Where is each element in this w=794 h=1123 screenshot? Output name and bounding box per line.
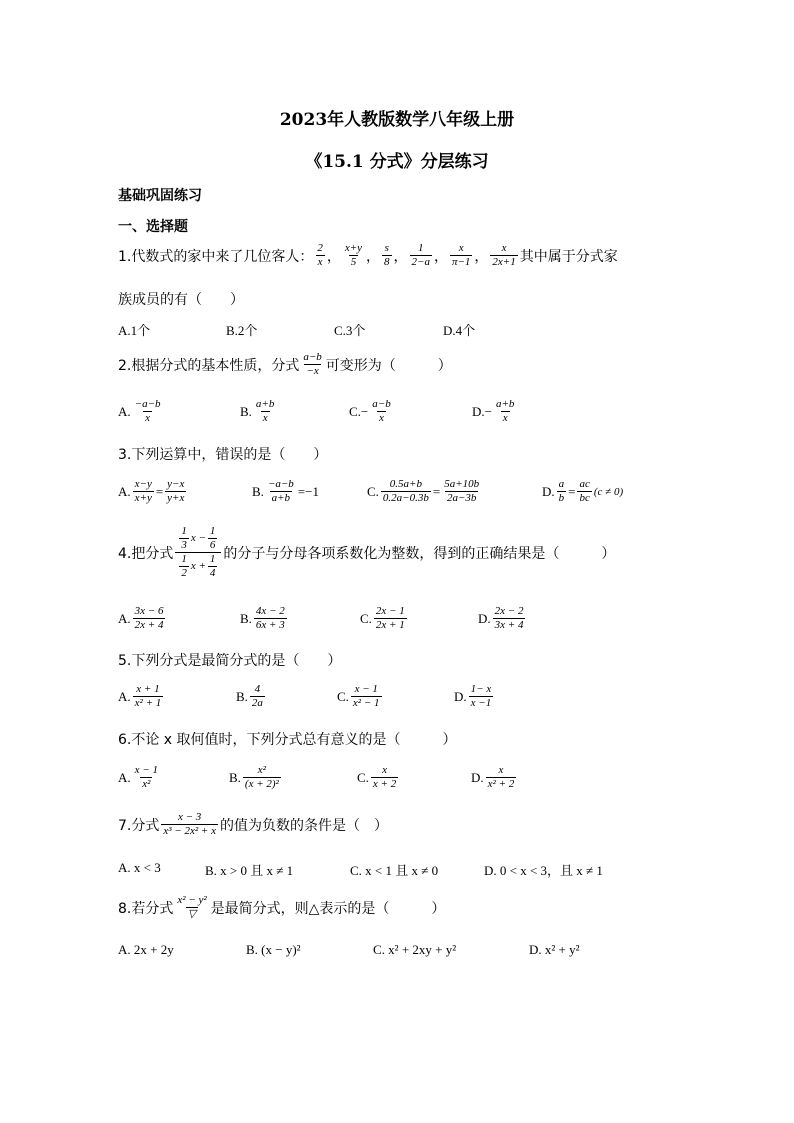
question-6-option-b: B. $\frac{\text{x²}}{\text{(x + 2)²}}$ — [229, 764, 279, 790]
section-choice-heading: 一、选择题 — [118, 219, 188, 235]
question-1-suffix: 其中属于分式家 — [519, 248, 618, 265]
question-3: 3.下列运算中，错误的是（ ） — [118, 447, 328, 463]
question-7-fraction: $\frac{x - 3}{\text{x³ − 2x² + x}}$ — [163, 811, 216, 837]
question-6-option-a: A. $\frac{x - 1}{\text{x²}}$ — [118, 764, 158, 790]
question-4-option-c: C. $\frac{2x - 1}{2x + 1}$ — [360, 605, 405, 631]
question-2-option-c: C. − $\frac{a-b}{x}$ — [349, 398, 391, 424]
question-7-suffix: 的值为负数的条件是（ ） — [219, 817, 388, 834]
question-7-option-a: A. x < 3 — [118, 860, 161, 875]
question-7-option-b: B. x > 0 且 x ≠ 1 — [205, 863, 294, 878]
question-4 — [118, 525, 615, 580]
question-1-option-b: B.2个 — [226, 323, 258, 338]
question-1-fraction: $\frac{2}{x}$ — [317, 242, 323, 268]
question-2-prefix: 2.根据分式的基本性质，分式 — [118, 357, 300, 374]
question-1-option-a: A.1个 — [118, 323, 151, 338]
question-5: 5.下列分式是最简分式的是（ ） — [118, 653, 342, 669]
question-3-option-d: D. $\frac{a}{b}$ = $\frac{ac}{bc}$ (c ≠ 0) — [542, 478, 624, 504]
question-1-option-c: C.3个 — [334, 323, 366, 338]
question-8-suffix: 是最简分式，则△表示的是（ ） — [210, 900, 446, 917]
question-1-fraction: $\frac{x+y}{5}$ — [344, 242, 363, 268]
question-1: 1.代数式的家中来了几位客人： $\frac{2}{x}$ ， $\frac{x+y}{5}$ ， $\frac{s}{8}$ ， $\frac{1}{2-a}$ ， $\frac{x}{\pi-1}$ ， $\frac{x}{2x+1}$ 其中属于分式家 — [118, 242, 618, 268]
question-1-fraction: $\frac{x}{\pi-1}$ — [451, 242, 471, 268]
question-2-option-a: A. $\frac{-a-b}{x}$ — [118, 398, 161, 424]
question-2-option-d: D. − $\frac{a+b}{x}$ — [472, 398, 515, 424]
question-2-suffix: 可变形为（ ） — [325, 357, 452, 374]
question-8-option-d: D. x² + y² — [529, 942, 580, 957]
question-1-fraction: $\frac{1}{2-a}$ — [411, 242, 430, 268]
question-8-prefix: 8.若分式 — [118, 900, 174, 917]
question-1-fraction: $\frac{s}{8}$ — [384, 242, 390, 268]
question-7-prefix: 7.分式 — [118, 817, 160, 834]
question-1-line-2: 族成员的有（ ） — [118, 292, 244, 308]
question-6-option-d: D. $\frac{x}{\text{x² + 2}}$ — [471, 764, 515, 790]
question-7 — [118, 811, 388, 838]
question-6: 6.不论 x 取何值时，下列分式总有意义的是（ ） — [118, 732, 457, 748]
question-5-option-d: D. $\frac{1- x}{x -1}$ — [454, 683, 492, 709]
question-7-option-d: D. 0 < x < 3，且 x ≠ 1 — [484, 863, 603, 878]
document-subtitle: 《15.1 分式》分层练习 — [305, 152, 489, 172]
question-2-fraction: $\frac{a-b}{-x}$ — [303, 351, 322, 377]
question-2-option-b: B. $\frac{a+b}{x}$ — [240, 398, 275, 424]
document-title: 2023年人教版数学八年级上册 — [279, 110, 515, 130]
question-8-option-b: B. (x − y)² — [246, 942, 301, 957]
question-4-option-d: D. $\frac{2x - 2}{3x + 4}$ — [478, 605, 524, 631]
question-8-option-a: A. 2x + 2y — [118, 942, 174, 957]
question-6-option-c: C. $\frac{x}{x + 2}$ — [357, 764, 397, 790]
question-1-option-d: D.4个 — [443, 323, 476, 338]
question-3-option-b: B. $\frac{-a-b}{a+b}$ =−1 — [252, 478, 319, 504]
question-8 — [118, 894, 445, 921]
question-5-option-c: C. $\frac{x - 1}{\text{x² − 1}}$ — [337, 683, 380, 709]
section-basic-heading: 基础巩固练习 — [118, 188, 202, 204]
question-4-prefix: 4.把分式 — [118, 545, 174, 562]
question-3-option-a: A. $\frac{x-y}{x+y}$ = $\frac{y-x}{y+x}$ — [118, 478, 185, 504]
question-7-option-c: C. x < 1 且 x ≠ 0 — [350, 863, 439, 878]
question-1-fraction: $\frac{x}{2x+1}$ — [492, 242, 516, 268]
question-4-option-b: B. $\frac{4x - 2}{6x + 3}$ — [240, 605, 285, 631]
question-4-option-a: A. $\frac{3x - 6}{2x + 4}$ — [118, 605, 164, 631]
question-5-option-b: B. $\frac{4}{2a}$ — [236, 683, 263, 709]
question-3-option-c: C. $\frac{0.5a+b}{0.2a-0.3b}$ = $\frac{5a+10b}{2a-3b}$ — [367, 478, 480, 504]
question-1-prefix: 1.代数式的家中来了几位客人： — [118, 248, 314, 265]
question-8-option-c: C. x² + 2xy + y² — [373, 942, 457, 957]
question-2 — [118, 351, 452, 378]
question-5-option-a: A. $\frac{x + 1}{\text{x² + 1}}$ — [118, 683, 162, 709]
question-4-compound-fraction: $\frac{1}{3}$ x − $\frac{1}{6}$ $\frac{1}{2}$ x + $\frac{1}{4}$ — [175, 525, 221, 580]
question-8-fraction: $\frac{\text{x² − y²}}{▽}$ — [177, 894, 207, 920]
question-4-suffix: 的分子与分母各项系数化为整数，得到的正确结果是（ ） — [223, 545, 616, 562]
